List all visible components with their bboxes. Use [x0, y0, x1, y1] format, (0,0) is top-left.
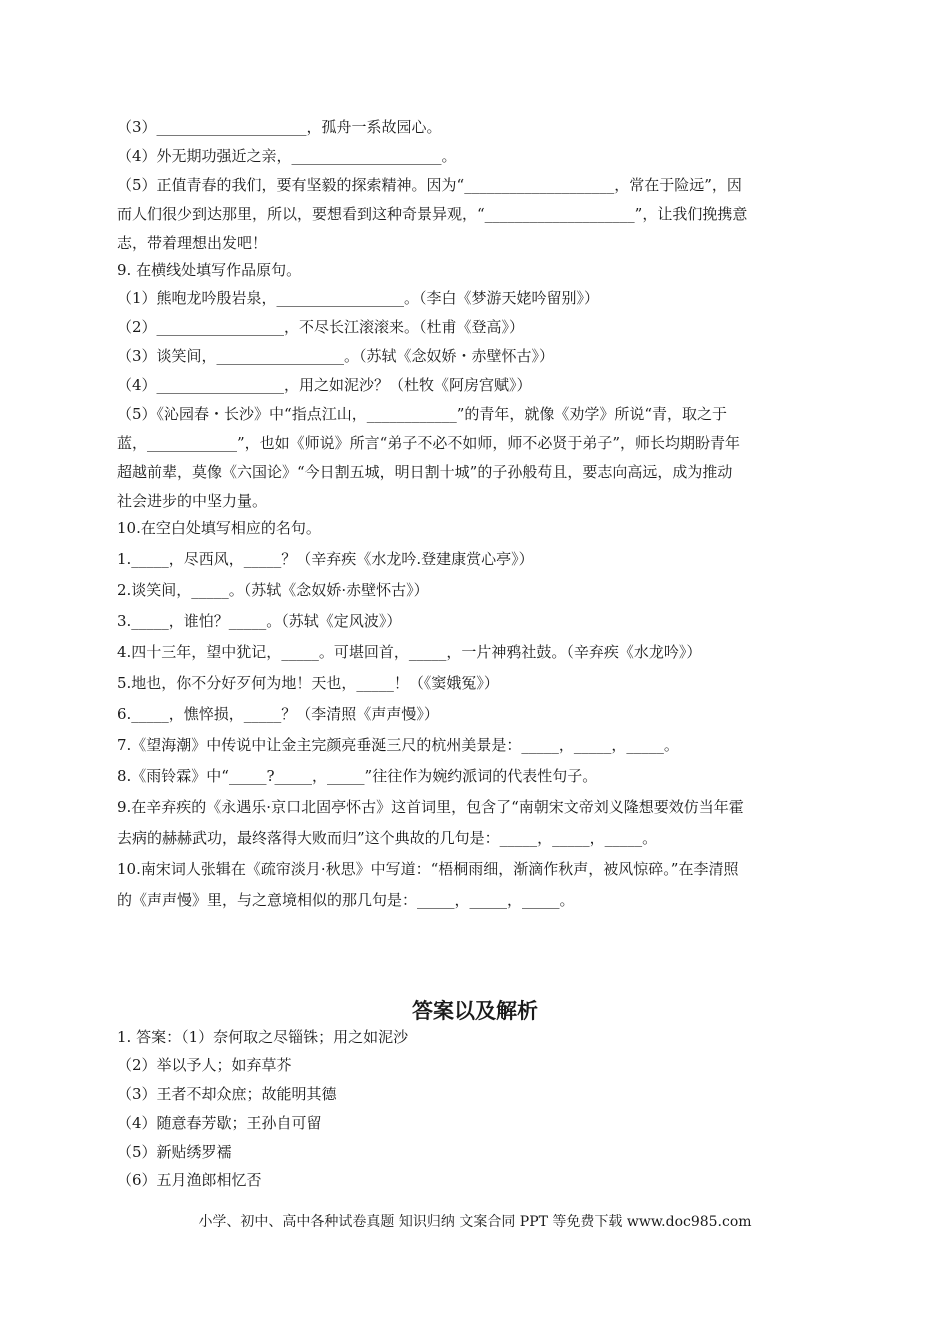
question-line: 的《声声慢》里，与之意境相似的那几句是：_____，_____，_____。 [117, 891, 575, 909]
question-line: 10.南宋词人张辑在《疏帘淡月·秋思》中写道：“梧桐雨细，渐滴作秋声，被风惊碎。”在李清照 [117, 860, 739, 878]
question-line: （3）____________________，孤舟一系故园心。 [117, 118, 442, 136]
page-footer: 小学、初中、高中各种试卷真题 知识归纳 文案合同 PPT 等免费下载 www.doc985.com [198, 1214, 752, 1230]
question-line: 社会进步的中坚力量。 [117, 492, 268, 510]
question-line: 4.四十三年，望中犹记，_____。可堪回首，_____，一片神鸦社鼓。（辛弃疾《水龙吟》） [117, 643, 702, 661]
answers-heading: 答案以及解析 [412, 999, 538, 1023]
question-line: （1）熊咆龙吟殷岩泉，_________________。（李白《梦游天姥吟留别》） [117, 289, 600, 307]
question-line: 5.地也，你不分好歹何为地！天也，_____！（《窦娥冤》） [117, 674, 499, 692]
question-line: （5）正值青春的我们，要有坚毅的探索精神。因为“____________________，常在于险远”，因 [117, 176, 742, 194]
question-heading: 9. 在横线处填写作品原句。 [117, 261, 302, 279]
question-line: 而人们很少到达那里，所以，要想看到这种奇景异观，“____________________”，让我们挽携意 [117, 205, 748, 223]
question-line: 3._____，谁怕？_____。（苏轼《定风波》） [117, 612, 402, 630]
answer-line: （2）举以予人；如弃草芥 [117, 1056, 292, 1074]
answer-line: （4）随意春芳歇；王孙自可留 [117, 1114, 322, 1132]
question-line: 2.谈笑间，_____。（苏轼《念奴娇·赤壁怀古》） [117, 581, 429, 599]
question-line: （5）《沁园春・长沙》中“指点江山，____________”的青年，就像《劝学》所说“青，取之于 [117, 405, 728, 423]
question-line: （2）_________________，不尽长江滚滚来。（杜甫《登高》） [117, 318, 525, 336]
question-line: 7.《望海潮》中传说中让金主完颜亮垂涎三尺的杭州美景是：_____，_____，_____。 [117, 736, 679, 754]
question-line: 8.《雨铃霖》中“_____?_____，_____”往往作为婉约派词的代表性句子。 [117, 767, 598, 785]
answer-line: （5）新贴绣罗襦 [117, 1143, 232, 1161]
question-line: 志，带着理想出发吧！ [117, 234, 268, 252]
answer-line: 1. 答案：（1）奈何取之尽锱铢；用之如泥沙 [117, 1028, 409, 1046]
question-line: （3）谈笑间，_________________。（苏轼《念奴娇・赤壁怀古》） [117, 347, 555, 365]
question-line: 9.在辛弃疾的《永遇乐·京口北固亭怀古》这首词里，包含了“南朝宋文帝刘义隆想要效仿当年霍 [117, 798, 744, 816]
question-heading: 10.在空白处填写相应的名句。 [117, 519, 321, 537]
question-line: （4）外无期功强近之亲，____________________。 [117, 147, 457, 165]
answer-line: （3）王者不却众庶；故能明其德 [117, 1085, 337, 1103]
answer-line: （6）五月渔郎相忆否 [117, 1171, 262, 1189]
question-line: （4）_________________，用之如泥沙？（杜牧《阿房宫赋》） [117, 376, 532, 394]
question-line: 1._____，尽西风，_____？（辛弃疾《水龙吟.登建康赏心亭》） [117, 550, 534, 568]
question-line: 蓝，____________”，也如《师说》所言“弟子不必不如师，师不必贤于弟子”，师长均期盼青年 [117, 434, 741, 452]
question-line: 6._____，憔悴损，_____？（李清照《声声慢》） [117, 705, 439, 723]
question-line: 去病的赫赫武功，最终落得大败而归”这个典故的几句是：_____，_____，_____。 [117, 829, 658, 847]
question-line: 超越前辈，莫像《六国论》“今日割五城，明日割十城”的子孙般苟且，要志向高远，成为推动 [117, 463, 733, 481]
